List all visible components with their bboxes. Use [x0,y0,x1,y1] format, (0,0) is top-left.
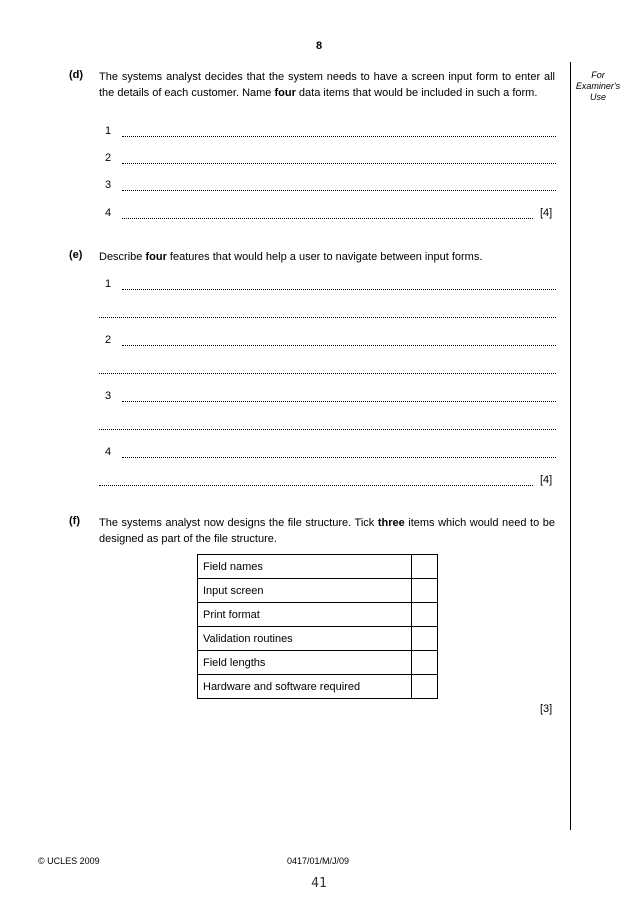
examiner-line-1: For [591,70,605,80]
option-field-lengths: Field lengths [198,651,412,675]
e-answer-line-2a[interactable] [122,345,556,346]
d-item-2-number: 2 [105,152,112,164]
tick-box-input-screen[interactable] [412,579,438,603]
option-print-format: Print format [198,603,412,627]
option-field-names: Field names [198,555,412,579]
question-e-label: (e) [69,249,83,261]
d-item-4-number: 4 [105,207,112,219]
option-row [198,651,438,675]
question-f-text-b: items which would need to be designed as part of the file structure. [99,517,555,545]
question-d-label: (d) [69,69,84,81]
page-number: 8 [315,40,323,52]
question-d-text-b: data items that would be included in such a form. [295,87,538,99]
e-item-3-number: 3 [105,390,112,402]
option-row [198,675,438,699]
question-d-text-bold: four [274,87,296,99]
question-e-text-bold: four [145,251,167,263]
option-input-screen: Input screen [198,579,412,603]
d-answer-line-2[interactable] [122,163,556,164]
d-marks: [4] [540,207,553,219]
option-row [198,579,438,603]
d-item-1-number: 1 [105,125,112,137]
e-answer-line-4a[interactable] [122,457,556,458]
question-d-text [99,69,555,101]
e-item-4-number: 4 [105,446,112,458]
e-answer-line-4b[interactable] [99,485,533,486]
d-item-3-number: 3 [105,179,112,191]
e-answer-line-3b[interactable] [99,429,556,430]
question-e-text-b: features that would help a user to navigate between input forms. [166,251,483,263]
question-f-text-bold: three [377,517,405,529]
question-d-text-a: The systems analyst decides that the system needs to have a screen input form to enter all the details of each customer. Name [99,71,555,99]
footer-copyright: © UCLES 2009 [38,856,100,866]
option-row [198,627,438,651]
tick-box-validation-routines[interactable] [412,627,438,651]
e-marks: [4] [540,474,553,486]
e-item-1-number: 1 [105,278,112,290]
tick-box-hardware-software[interactable] [412,675,438,699]
e-answer-line-1b[interactable] [99,317,556,318]
option-validation-routines: Validation routines [198,627,412,651]
d-answer-line-3[interactable] [122,190,556,191]
e-answer-line-1a[interactable] [122,289,556,290]
examiner-use-label [572,70,624,103]
scan-page-number: 41 [311,876,327,891]
question-e-text-a: Describe [99,251,146,263]
d-answer-line-4[interactable] [122,218,533,219]
file-structure-options-table [197,554,438,699]
examiner-line-2: Examiner's [575,81,621,91]
tick-box-field-names[interactable] [412,555,438,579]
tick-box-field-lengths[interactable] [412,651,438,675]
examiner-line-3: Use [589,92,606,102]
tick-box-print-format[interactable] [412,603,438,627]
f-marks: [3] [540,703,553,715]
option-row [198,603,438,627]
d-answer-line-1[interactable] [122,136,556,137]
footer-paper-code: 0417/01/M/J/09 [287,856,350,866]
option-hardware-software: Hardware and software required [198,675,412,699]
question-e-text [99,249,555,265]
e-item-2-number: 2 [105,334,112,346]
examiner-margin-line [570,62,571,830]
e-answer-line-3a[interactable] [122,401,556,402]
option-row [198,555,438,579]
e-answer-line-2b[interactable] [99,373,556,374]
question-f-text-a: The systems analyst now designs the file structure. Tick [99,517,378,529]
question-f-label: (f) [69,515,80,527]
question-f-text [99,515,555,547]
